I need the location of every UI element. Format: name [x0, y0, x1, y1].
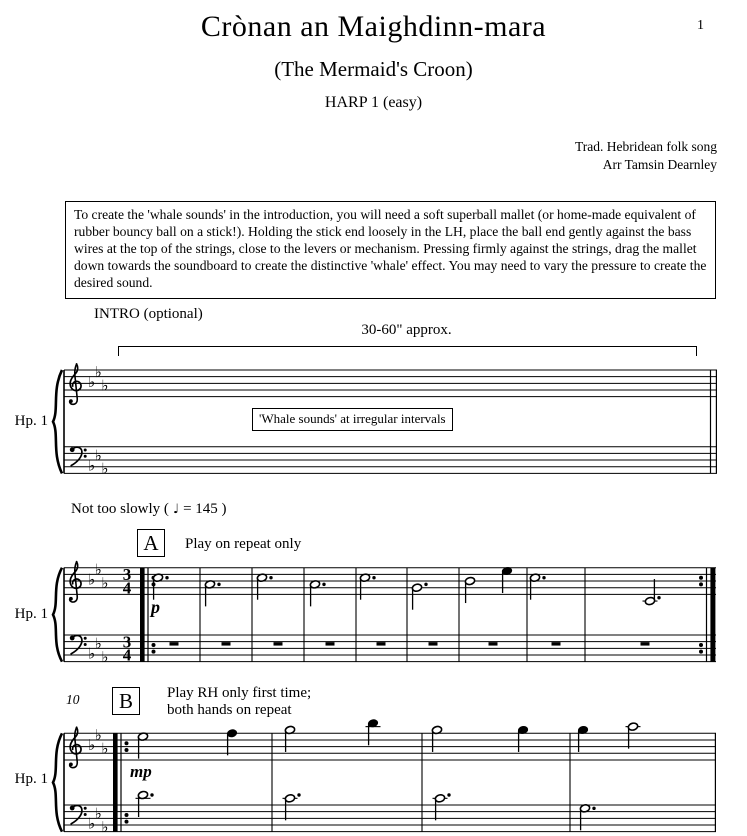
direction-b-line-1: Play RH only first time; — [167, 685, 312, 701]
credits — [400, 138, 717, 173]
note-C4-h. — [643, 579, 661, 605]
note-Ab5-h — [626, 722, 641, 748]
dynamic-mezzo-piano: mp — [130, 762, 152, 781]
rehearsal-mark-b: B — [112, 687, 140, 715]
note-Ab4-h. — [310, 580, 326, 606]
whale-sounds-annotation: 'Whale sounds' at irregular intervals — [252, 408, 453, 431]
flat-icon: ♭ — [101, 459, 109, 478]
credit-arranger: Arr Tamsin Dearnley — [602, 156, 717, 172]
direction-section-b — [167, 685, 311, 718]
note-D4-h. — [136, 791, 154, 817]
time-signature-digit: 3 — [122, 632, 132, 652]
note-G5-q — [518, 726, 529, 752]
bass-clef-icon — [70, 806, 87, 824]
note-G4-h. — [412, 583, 428, 610]
page-number: 1 — [697, 18, 704, 33]
flat-icon: ♭ — [94, 560, 102, 579]
direction-section-a: Play on repeat only — [185, 536, 302, 552]
system-B — [53, 719, 716, 836]
note-G5-h — [432, 726, 443, 752]
performance-instructions: To create the 'whale sounds' in the introduction, you will need a soft superball mallet (or home-made equivalent of rubber bouncy ball on a stick!). Holding the stick end loosely in the LH, place the ball end gently against the bass wires at the top of the strings, close to the levers or mechanism. Pressing firmly against the strings, drag the mallet down towards the soundboard to create the distinctive 'whale' effect. You may need to vary the pressure to create the desired sound. — [65, 201, 716, 299]
flat-icon: ♭ — [88, 372, 96, 391]
note-C5-h. — [360, 573, 376, 599]
note-G3-h. — [580, 804, 596, 830]
flat-icon: ♭ — [94, 362, 102, 381]
whole-rest — [222, 642, 231, 645]
note-G5-h — [285, 726, 296, 752]
whole-rest — [429, 642, 438, 645]
time-signature-digit: 4 — [122, 578, 132, 598]
flat-icon: ♭ — [94, 446, 102, 465]
whole-rest — [552, 642, 561, 645]
flat-icon: ♭ — [88, 814, 96, 833]
instrument-label-system-2: Hp. 1 — [14, 606, 48, 622]
note-Bb4-h — [465, 577, 476, 603]
tempo-value: = 145 ) — [183, 501, 227, 517]
note-Eb5-h — [138, 732, 149, 758]
direction-b-line-2: both hands on repeat — [167, 701, 292, 718]
flat-icon: ♭ — [94, 634, 102, 653]
flat-icon: ♭ — [101, 573, 109, 592]
note-C4-h. — [283, 793, 301, 820]
note-G5-q — [578, 726, 589, 752]
flat-icon: ♭ — [101, 739, 109, 758]
piece-subtitle: (The Mermaid's Croon) — [274, 57, 473, 81]
quarter-note-icon: ♩ — [172, 502, 180, 517]
instrument-label-system-3: Hp. 1 — [14, 771, 48, 787]
note-Eb5-q — [502, 567, 513, 593]
system-brace — [53, 733, 62, 831]
flat-icon: ♭ — [88, 570, 96, 589]
part-name: HARP 1 (easy) — [324, 94, 423, 111]
bass-clef-icon — [70, 636, 87, 654]
whole-rest — [326, 642, 335, 645]
note-C5-h. — [153, 573, 169, 599]
system-brace — [53, 568, 62, 662]
system-brace — [53, 370, 62, 473]
intro-duration-label: 30-60" approx. — [361, 322, 452, 338]
piece-title: Crònan an Maighdinn-mara — [200, 10, 547, 43]
flat-icon: ♭ — [88, 644, 96, 663]
flat-icon: ♭ — [88, 456, 96, 475]
flat-icon: ♭ — [101, 376, 109, 395]
time-signature-digit: 4 — [122, 645, 132, 665]
whole-rest — [170, 642, 179, 645]
flat-icon: ♭ — [94, 726, 102, 745]
whole-rest — [274, 642, 283, 645]
rehearsal-mark-a: A — [137, 529, 165, 557]
whole-rest — [489, 642, 498, 645]
whole-rest — [377, 642, 386, 645]
measure-number-10: 10 — [66, 692, 80, 707]
bass-clef-icon — [70, 447, 87, 465]
note-C4-h. — [433, 793, 451, 820]
dynamic-piano: p — [151, 597, 160, 617]
intro-label: INTRO (optional) — [94, 306, 203, 322]
time-signature-digit: 3 — [122, 565, 132, 585]
note-F5-q — [227, 729, 238, 755]
flat-icon: ♭ — [94, 804, 102, 823]
note-C5-h. — [257, 573, 273, 599]
flat-icon: ♭ — [88, 736, 96, 755]
note-C5-h. — [530, 573, 546, 599]
instrument-label-system-1: Hp. 1 — [14, 413, 48, 429]
note-Ab4-h. — [205, 580, 221, 606]
flat-icon: ♭ — [101, 817, 109, 836]
tempo-text: Not too slowly ( — [71, 501, 169, 517]
credit-source: Trad. Hebridean folk song — [575, 139, 717, 154]
whole-rest — [641, 642, 650, 645]
tempo-marking — [71, 501, 227, 518]
flat-icon: ♭ — [101, 647, 109, 666]
duration-bracket — [118, 346, 697, 356]
note-Bb5-q — [366, 719, 381, 745]
